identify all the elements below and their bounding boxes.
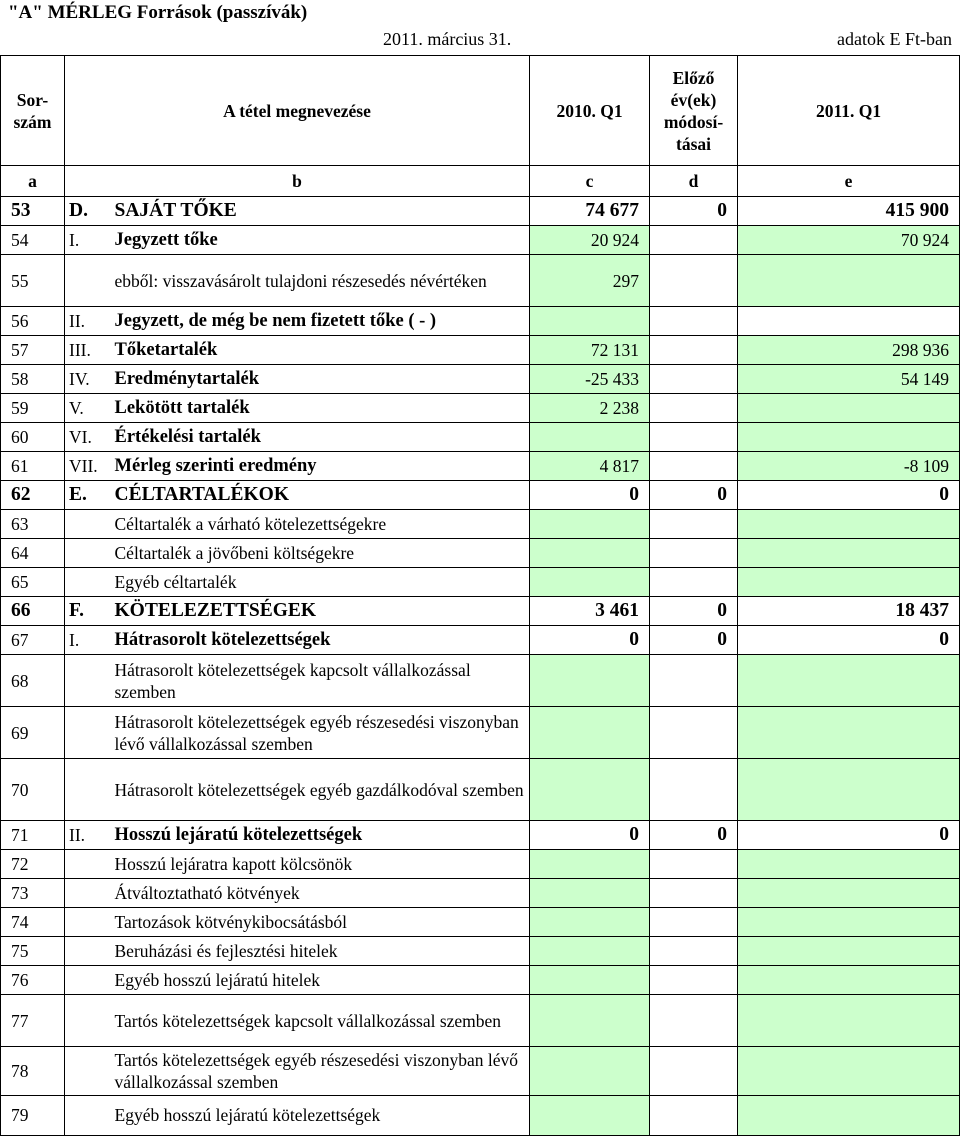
row-number: 71 bbox=[1, 821, 65, 850]
item-name: CÉLTARTALÉKOK bbox=[105, 481, 530, 510]
value-prev-year bbox=[530, 307, 650, 336]
balance-sheet-table bbox=[0, 55, 960, 1136]
value-prev-year bbox=[530, 1096, 650, 1136]
row-number: 76 bbox=[1, 966, 65, 995]
item-name: Jegyzett, de még be nem fizetett tőke ( - ) bbox=[105, 307, 530, 336]
item-name: Egyéb céltartalék bbox=[105, 568, 530, 597]
item-name: Eredménytartalék bbox=[105, 365, 530, 394]
value-prev-year: -25 433 bbox=[530, 365, 650, 394]
document-title: "A" MÉRLEG Források (passzívák) bbox=[8, 2, 308, 23]
item-name: Hátrasorolt kötelezettségek bbox=[105, 626, 530, 655]
value-current-year bbox=[738, 937, 960, 966]
value-modifications: 0 bbox=[650, 197, 738, 226]
table-row bbox=[1, 759, 960, 821]
table-row bbox=[1, 908, 960, 937]
section-marker: E. bbox=[65, 481, 105, 510]
row-number: 62 bbox=[1, 481, 65, 510]
section-marker bbox=[65, 568, 105, 597]
value-current-year bbox=[738, 255, 960, 307]
row-number: 65 bbox=[1, 568, 65, 597]
section-marker bbox=[65, 255, 105, 307]
value-prev-year: 20 924 bbox=[530, 226, 650, 255]
value-current-year bbox=[738, 539, 960, 568]
item-name: Jegyzett tőke bbox=[105, 226, 530, 255]
row-number: 59 bbox=[1, 394, 65, 423]
section-marker: V. bbox=[65, 394, 105, 423]
value-current-year bbox=[738, 879, 960, 908]
row-number: 64 bbox=[1, 539, 65, 568]
section-marker: III. bbox=[65, 336, 105, 365]
section-marker bbox=[65, 879, 105, 908]
item-name: Hosszú lejáratra kapott kölcsönök bbox=[105, 850, 530, 879]
value-modifications bbox=[650, 394, 738, 423]
section-marker bbox=[65, 966, 105, 995]
row-number: 61 bbox=[1, 452, 65, 481]
table-row bbox=[1, 336, 960, 365]
item-name: Beruházási és fejlesztési hitelek bbox=[105, 937, 530, 966]
table-row bbox=[1, 850, 960, 879]
value-modifications: 0 bbox=[650, 626, 738, 655]
row-number: 70 bbox=[1, 759, 65, 821]
table-row bbox=[1, 307, 960, 336]
row-number: 56 bbox=[1, 307, 65, 336]
value-prev-year bbox=[530, 937, 650, 966]
value-prev-year bbox=[530, 759, 650, 821]
section-marker bbox=[65, 1047, 105, 1096]
column-letter-c: c bbox=[530, 166, 650, 197]
item-name: Hátrasorolt kötelezettségek kapcsolt vállalkozással szemben bbox=[105, 655, 530, 707]
table-row bbox=[1, 879, 960, 908]
section-marker: F. bbox=[65, 597, 105, 626]
value-modifications bbox=[650, 226, 738, 255]
item-name: Céltartalék a jövőbeni költségekre bbox=[105, 539, 530, 568]
value-prev-year bbox=[530, 879, 650, 908]
value-current-year bbox=[738, 1096, 960, 1136]
header-prev-year: 2010. Q1 bbox=[530, 56, 650, 166]
value-current-year: 54 149 bbox=[738, 365, 960, 394]
item-name: Értékelési tartalék bbox=[105, 423, 530, 452]
value-modifications bbox=[650, 937, 738, 966]
value-prev-year bbox=[530, 995, 650, 1047]
header-row-number: Sor- szám bbox=[1, 56, 65, 166]
value-modifications bbox=[650, 908, 738, 937]
value-prev-year: 4 817 bbox=[530, 452, 650, 481]
value-modifications bbox=[650, 995, 738, 1047]
value-current-year bbox=[738, 707, 960, 759]
table-row bbox=[1, 452, 960, 481]
table-row bbox=[1, 226, 960, 255]
table-row bbox=[1, 539, 960, 568]
value-modifications bbox=[650, 365, 738, 394]
value-current-year: 18 437 bbox=[738, 597, 960, 626]
item-name: SAJÁT TŐKE bbox=[105, 197, 530, 226]
value-prev-year bbox=[530, 655, 650, 707]
column-letter-d: d bbox=[650, 166, 738, 197]
value-current-year: -8 109 bbox=[738, 452, 960, 481]
row-number: 78 bbox=[1, 1047, 65, 1096]
section-marker: I. bbox=[65, 626, 105, 655]
value-modifications bbox=[650, 307, 738, 336]
value-modifications bbox=[650, 1047, 738, 1096]
value-current-year: 0 bbox=[738, 626, 960, 655]
table-row bbox=[1, 510, 960, 539]
value-modifications: 0 bbox=[650, 481, 738, 510]
value-modifications bbox=[650, 759, 738, 821]
value-modifications bbox=[650, 539, 738, 568]
value-current-year bbox=[738, 1047, 960, 1096]
item-name: ebből: visszavásárolt tulajdoni részesedés névértéken bbox=[105, 255, 530, 307]
value-prev-year bbox=[530, 539, 650, 568]
row-number: 73 bbox=[1, 879, 65, 908]
value-modifications bbox=[650, 510, 738, 539]
item-name: KÖTELEZETTSÉGEK bbox=[105, 597, 530, 626]
table-row bbox=[1, 655, 960, 707]
value-modifications bbox=[650, 707, 738, 759]
table-row bbox=[1, 597, 960, 626]
item-name: Átváltoztatható kötvények bbox=[105, 879, 530, 908]
item-name: Céltartalék a várható kötelezettségekre bbox=[105, 510, 530, 539]
table-row bbox=[1, 995, 960, 1047]
item-name: Egyéb hosszú lejáratú hitelek bbox=[105, 966, 530, 995]
section-marker: IV. bbox=[65, 365, 105, 394]
section-marker: II. bbox=[65, 307, 105, 336]
value-current-year: 415 900 bbox=[738, 197, 960, 226]
section-marker: II. bbox=[65, 821, 105, 850]
units-note: adatok E Ft-ban bbox=[837, 29, 952, 49]
table-row bbox=[1, 707, 960, 759]
item-name: Hosszú lejáratú kötelezettségek bbox=[105, 821, 530, 850]
value-prev-year: 74 677 bbox=[530, 197, 650, 226]
item-name: Tartós kötelezettségek egyéb részesedési viszonyban lévő vállalkozással szemben bbox=[105, 1047, 530, 1096]
column-letter-e: e bbox=[738, 166, 960, 197]
value-current-year bbox=[738, 655, 960, 707]
value-current-year bbox=[738, 568, 960, 597]
value-prev-year: 0 bbox=[530, 626, 650, 655]
value-current-year bbox=[738, 423, 960, 452]
value-modifications bbox=[650, 336, 738, 365]
table-row bbox=[1, 937, 960, 966]
row-number: 57 bbox=[1, 336, 65, 365]
section-marker bbox=[65, 759, 105, 821]
value-prev-year bbox=[530, 510, 650, 539]
section-marker bbox=[65, 707, 105, 759]
value-modifications: 0 bbox=[650, 597, 738, 626]
value-prev-year bbox=[530, 908, 650, 937]
row-number: 72 bbox=[1, 850, 65, 879]
item-name: Tőketartalék bbox=[105, 336, 530, 365]
row-number: 54 bbox=[1, 226, 65, 255]
value-modifications bbox=[650, 423, 738, 452]
table-row bbox=[1, 1096, 960, 1136]
section-marker: VI. bbox=[65, 423, 105, 452]
row-number: 67 bbox=[1, 626, 65, 655]
value-prev-year bbox=[530, 707, 650, 759]
item-name: Tartozások kötvénykibocsátásból bbox=[105, 908, 530, 937]
item-name: Lekötött tartalék bbox=[105, 394, 530, 423]
section-marker bbox=[65, 510, 105, 539]
value-current-year bbox=[738, 510, 960, 539]
value-modifications bbox=[650, 255, 738, 307]
value-modifications bbox=[650, 1096, 738, 1136]
value-prev-year bbox=[530, 1047, 650, 1096]
section-marker: D. bbox=[65, 197, 105, 226]
item-name: Egyéb hosszú lejáratú kötelezettségek bbox=[105, 1096, 530, 1136]
row-number: 53 bbox=[1, 197, 65, 226]
section-marker: I. bbox=[65, 226, 105, 255]
value-prev-year: 297 bbox=[530, 255, 650, 307]
value-current-year bbox=[738, 759, 960, 821]
value-modifications bbox=[650, 452, 738, 481]
item-name: Mérleg szerinti eredmény bbox=[105, 452, 530, 481]
value-current-year bbox=[738, 307, 960, 336]
value-current-year bbox=[738, 995, 960, 1047]
value-prev-year: 0 bbox=[530, 481, 650, 510]
header-row bbox=[1, 56, 960, 166]
row-number: 66 bbox=[1, 597, 65, 626]
section-marker bbox=[65, 539, 105, 568]
table-row bbox=[1, 568, 960, 597]
row-number: 60 bbox=[1, 423, 65, 452]
section-marker bbox=[65, 937, 105, 966]
value-prev-year bbox=[530, 966, 650, 995]
section-marker bbox=[65, 655, 105, 707]
value-current-year: 70 924 bbox=[738, 226, 960, 255]
value-current-year: 0 bbox=[738, 821, 960, 850]
table-row bbox=[1, 423, 960, 452]
row-number: 68 bbox=[1, 655, 65, 707]
value-current-year bbox=[738, 394, 960, 423]
table-row bbox=[1, 255, 960, 307]
row-number: 69 bbox=[1, 707, 65, 759]
item-name: Tartós kötelezettségek kapcsolt vállalkozással szemben bbox=[105, 995, 530, 1047]
table-row bbox=[1, 394, 960, 423]
table-row bbox=[1, 1047, 960, 1096]
value-prev-year bbox=[530, 850, 650, 879]
column-letters-row bbox=[1, 166, 960, 197]
header-item-name: A tétel megnevezése bbox=[65, 56, 530, 166]
value-modifications bbox=[650, 655, 738, 707]
item-name: Hátrasorolt kötelezettségek egyéb részesedési viszonyban lévő vállalkozással szemben bbox=[105, 707, 530, 759]
section-marker bbox=[65, 850, 105, 879]
table-row bbox=[1, 365, 960, 394]
section-marker bbox=[65, 908, 105, 937]
row-number: 75 bbox=[1, 937, 65, 966]
value-current-year: 298 936 bbox=[738, 336, 960, 365]
column-letter-b: b bbox=[65, 166, 530, 197]
table-row bbox=[1, 481, 960, 510]
report-date: 2011. március 31. bbox=[383, 29, 512, 49]
value-prev-year bbox=[530, 423, 650, 452]
value-prev-year: 0 bbox=[530, 821, 650, 850]
row-number: 79 bbox=[1, 1096, 65, 1136]
value-modifications bbox=[650, 879, 738, 908]
row-number: 77 bbox=[1, 995, 65, 1047]
value-prev-year: 3 461 bbox=[530, 597, 650, 626]
value-modifications bbox=[650, 850, 738, 879]
value-modifications: 0 bbox=[650, 821, 738, 850]
value-prev-year bbox=[530, 568, 650, 597]
table-row bbox=[1, 197, 960, 226]
row-number: 58 bbox=[1, 365, 65, 394]
row-number: 74 bbox=[1, 908, 65, 937]
value-prev-year: 72 131 bbox=[530, 336, 650, 365]
row-number: 63 bbox=[1, 510, 65, 539]
header-current-year: 2011. Q1 bbox=[738, 56, 960, 166]
section-marker: VII. bbox=[65, 452, 105, 481]
value-modifications bbox=[650, 966, 738, 995]
value-current-year bbox=[738, 908, 960, 937]
value-current-year bbox=[738, 966, 960, 995]
value-current-year bbox=[738, 850, 960, 879]
section-marker bbox=[65, 1096, 105, 1136]
value-modifications bbox=[650, 568, 738, 597]
column-letter-a: a bbox=[1, 166, 65, 197]
section-marker bbox=[65, 995, 105, 1047]
header-modifications: Előző év(ek) módosí-tásai bbox=[650, 56, 738, 166]
table-row bbox=[1, 821, 960, 850]
value-prev-year: 2 238 bbox=[530, 394, 650, 423]
table-row bbox=[1, 626, 960, 655]
item-name: Hátrasorolt kötelezettségek egyéb gazdálkodóval szemben bbox=[105, 759, 530, 821]
row-number: 55 bbox=[1, 255, 65, 307]
value-current-year: 0 bbox=[738, 481, 960, 510]
table-row bbox=[1, 966, 960, 995]
